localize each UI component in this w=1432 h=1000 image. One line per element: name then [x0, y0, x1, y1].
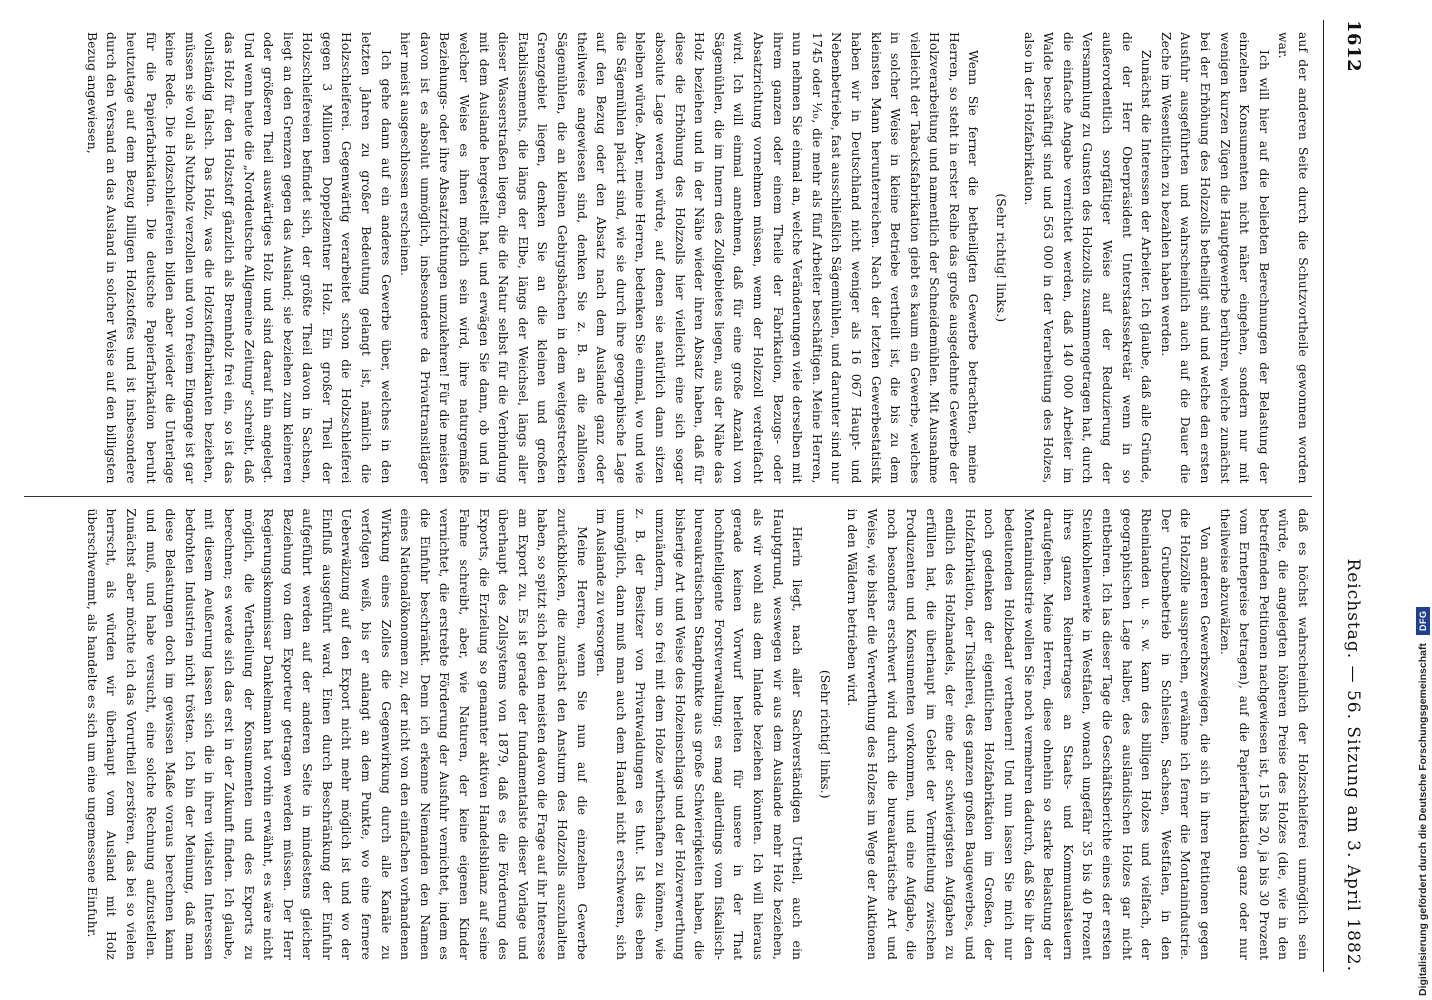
- paragraph: Von anderen Gewerbszweigen, die sich in ihren Petitionen gegen die Holzzölle aussprechen, erwähne ich ferner die Montanindustrie. Der Grubenbetrieb in Schlesien, Sachsen, Westfalen, in den Rheinlanden u. s. w. kann des billigen Holzes und vielfach, der geographischen Lage halber, des ausländischen Holzes gar nicht entbehren. Ich las dieser Tage die Geschäftsberichte eines der ersten Steinkohlenwerke in Westfalen, wonach ungefähr 35 bis 40 Prozent ihres ganzen Reinertrages an Staats- und Kommunalsteuern draufgehen. Meine Herren, diese ohnehin so starke Belastung der Montanindustrie wollen Sie noch vermehren dadurch, daß Sie ihr den bedeutenden Holzbedarf vertheuern! Und nun lassen Sie mich nur noch gedenken der eigentlichen Holzfabrikation im Großen, der Holzfabrikation, der Tischlerei, des ganzen großen Baugewerbes, und endlich des Holzhandels, der eine der schwierigsten Aufgaben zu erfüllen hat, die überhaupt im Gebiet der Vermittelung zwischen Produzenten und Konsumenten vorkommen, und eine Aufgabe, die noch besonders erschwert wird durch die bureaukratische Art und Weise, wie bisher die Verwerthung des Holzes im Wege der Auktionen in den Wäldern betrieben wird.: [845, 508, 1213, 960]
- applause-note: (Sehr richtig! links.): [817, 669, 832, 799]
- paragraph: auf der anderen Seite durch die Schutzvortheile gewonnen worden war.: [1276, 32, 1310, 484]
- text-column-left: [24, 20, 1312, 496]
- page-number: 1612: [1343, 20, 1364, 73]
- paragraph: Hierin liegt, nach aller Sachverständigen Urtheil, auch ein Hauptgrund, weswegen wir aus dem Auslande mehr Holz beziehen, als wir wohl aus dem Inlande beziehen könnten. Ich will hieraus gerade keinen Vorwurf herleiten für unsere in der That hochintelligente Forstverwaltung; es mag allerdings vom fiskalisch-bureaukratischen Standpunkte aus große Schwierigkeiten haben, die bisherige Art und Weise des Holzeinschlags und der Holzverwerthung umzuändern, um so frei mit dem Holze wirthschaften zu können, wie z. B. der Besitzer von Privatwaldungen es thut. Ist dies eben unmöglich, dann muß man auch dem Handel nicht erschweren, sich im Auslande zu versorgen.: [594, 508, 805, 960]
- paragraph: daß es höchst wahrscheinlich der Holzschleiferei unmöglich sein würde, die angelegten höheren Preise des Holzes (die, wie in den betreffenden Petitionen nachgewiesen ist, 15 bis 20, ja bis 30 Prozent vom Erntepreise betragen), auf die Papierfabrikation ganz oder nur theilweise abzuwälzen.: [1217, 508, 1310, 960]
- page-title: Reichstag. — 56. Sitzung am 3. April 1882.: [1343, 558, 1363, 972]
- page-header: [1323, 20, 1364, 972]
- digitization-credit-strip: [1392, 0, 1432, 1000]
- text-column-right: [24, 496, 1312, 973]
- paragraph: Wenn Sie ferner die betheiligten Gewerbe betrachten, meine Herren, so steht in erster Reihe das große ausgedehnte Gewerbe der Holzverarbeitung und namentlich der Schneidemühlen. Mit Ausnahme vielleicht der Tabacksfabrikation giebt es kaum ein Gewerbe, welches in solcher Weise in kleine Betriebe vertheilt ist, die bis zu dem kleinsten Mann herunterreichen. Nach der letzten Gewerbestatistik haben wir in Deutschland nicht weniger als 16 067 Haupt- und Nebenbetriebe, fast ausschließlich Sägemühlen, und darunter sind nur 1745 oder ⅒, die mehr als fünf Arbeiter beschäftigen. Meine Herren, nun nehmen Sie einmal an, welche Veränderungen viele derselben mit ihrem ganzen oder einem Theile der Fabrikation, Bezugs- oder Absatzrichtung vornehmen müssen, wenn der Holzzoll verdreifacht wird. Ich will einmal annehmen, daß für eine große Anzahl von Sägemühlen, die im Innern des Zollgebietes liegen, aus der Nähe das Holz beziehen und in der Nähe wieder ihren Absatz haben, daß für diese die Erhöhung des Holzzolls hier vielleicht eine sich sogar absolute Lage werden würde, auf denen sie natürlich dann sitzen bleiben würde. Aber, meine Herren, bedenken Sie einmal, wo und wie die Sägemühlen placirt sind, wie sie durch ihre geographische Lage auf den Bezug oder den Absatz nach dem Auslande ganz oder theilweise angewiesen sind, denken Sie z. B. an die zahllosen Sägemühlen, die an kleinen Gebirgsbächen in dem weitgestreckten Grenzgebiet liegen, denken Sie an die kleinen und großen Etablissements, die längs der Elbe, längs der Weichsel, längs aller dieser Wasserstraßen liegen, die die Natur selbst für die Verbindung mit dem Auslande hergestellt hat, und erwägen Sie dann, ob und in welcher Weise es ihnen möglich sein wird, ihre naturgemäße Beziehungs- oder ihre Absatzrichtungen umzukehren! Für die meisten davon ist es absolut unmöglich, insbesondere da Privattransitläger hier meist ausgeschlossen erscheinen.: [398, 32, 981, 484]
- paragraph: Zunächst die Interessen der Arbeiter. Ich glaube, daß alle Gründe, die der Herr Oberpräsident Unterstaatssekretär wenn in so außerordentlich sorgfältiger Weise auf der Reduzierung der Versammlung zu Gunsten des Holzzolls zusammengetragen hat, durch die einfache Angabe vernichtet werden, daß 140 000 Arbeiter im Walde beschäftigt sind und 563 000 in der Verarbeitung des Holzes, also in der Holzfabrikation.: [1021, 32, 1154, 484]
- paragraph: Meine Herren, wenn Sie nun auf die einzelnen Gewerbe zurückblicken, die zunächst den Ansturm des Holzzolls auszuhalten haben, so spitzt sich bei den meisten davon die Frage auf ihr Interesse am Export zu. Es ist gerade der fundamentalste dieser Vorlage und überhaupt des Zollsystems von 1879, daß es die Förderung des Exports, die Erzielung so genannter aktiven Handelsbilanz auf seine Fahne schreibt, aber, wie Naturen, der keine eigenen Kinder vernichtet, die erstrebte Förderung der Ausfuhr vernichtet, indem es die Einfuhr beschränkt. Denn ich erkenne Niemanden den Namen eines Nationalökonomen zu, der nicht von den einfachen vorhandenen Wirkung eines Zolles die Gegenwirkung durch alle Kanäle zu verfolgen weiß, bis er anlangt an dem Punkte, wo eine fernere Ueberwälzung auf den Export nicht mehr möglich ist und wo der Einfluß ausgeführt ward. Einen durch Beschränkung der Einfuhr aufgeführt werden auf der anderen Seite in mindestens gleicher Beziehung von dem Exporteur getragen werden müssen. Der Herr Regierungskommissar Dankelmann hat vorhin erwähnt, es wäre nicht möglich, die Vertheilung der Konsumenten und des Exports zu berechnen; es werde sich das erst in der Zukunft finden. Ich glaube, mit diesem Aeußerung lassen sich die in ihren vitalsten Interessen bedrohten Industrien nicht trösten. Ich bin der Meinung, daß man diese Belastungen doch im gewissen Maße voraus berechnen kann und muß, und habe versucht, eine solche Rechnung aufzustellen. Zunächst aber möchte ich das Vorurtheil zerstören, das bei so vielen herrscht, als würden wir überhaupt vom Ausland mit Holz überschwemmt, als handelte es sich um eine ungemessene Einfuhr.: [84, 508, 589, 960]
- digitization-credit-text: Digitalisierung gefördert durch die Deutsche Forschungsgemeinschaft: [1417, 643, 1429, 996]
- applause-note: (Sehr richtig! links.): [994, 193, 1009, 323]
- paragraph: Ich will hier auf die beliebten Berechnungen der Belastung der einzelnen Konsumenten nicht näher eingehen, sondern nur mit wenigen kurzen Zügen die Hauptgewerbe berühren, welche zunächst bei der Erhöhung des Holzzolls betheiligt sind und welche den ersten Ausfuhr ausgeführten und wahrscheinlich auch auf die Dauer die Zeche im Wesentlichen zu bezahlen haben werden.: [1158, 32, 1271, 484]
- text-columns: [24, 20, 1312, 972]
- paragraph: Ich gehe dann auf ein anderes Gewerbe über, welches in den letzten Jahren zu großer Bedeutung gelangt ist, nämlich die Holzschleiferei. Gegenwärtig verarbeitet schon die Holzschleiferei gegen 3 Millionen Doppelzentner Holz. Ein großer Theil der Holzschleifereien befindet sich, der größte Theil davon in Sachsen, liegt an den Grenzen gegen das Ausland; sie beziehen zum kleineren oder größeren Theil auswärtiges Holz und sind darauf hin angelegt. Und wenn heute die „Norddeutsche Allgemeine Zeitung“ schreibt, daß das Holz für den Holzstoff gänzlich als Brennholz frei ein, so ist das vollständig falsch. Das Holz, was die Holzstofffabrikanten beziehen, müssen sie voll als Nutzholz verzollen und von freiem Eingange ist gar keine Rede. Die Holzschleifereien bilden aber wieder die Unterlage für die Papierfabrikation. Die deutsche Papierfabrikation beruht heutzutage auf dem Bezug billigen Holzstoffes und ist insbesondere durch den Versand an das Ausland in solcher Weise auf den billigsten Bezug angewiesen,: [84, 32, 393, 484]
- dfg-logo: DFG: [1416, 607, 1430, 636]
